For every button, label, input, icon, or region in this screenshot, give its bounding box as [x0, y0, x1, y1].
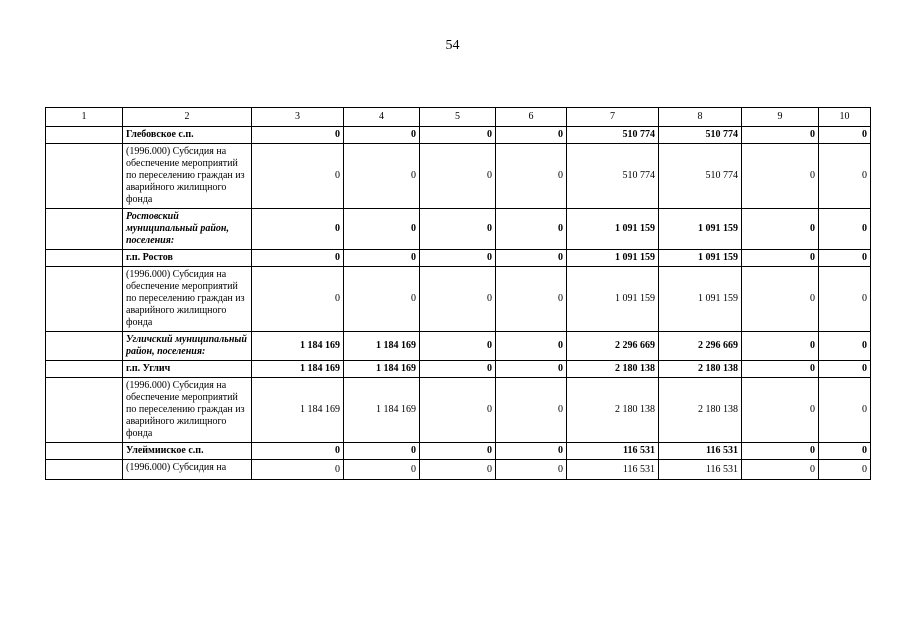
column-header-5: 5	[420, 108, 496, 127]
value-cell-col-5: 0	[420, 144, 496, 209]
value-cell-col-4: 0	[344, 209, 420, 250]
row-name-cell: (1996.000) Субсидия на	[123, 460, 252, 480]
value-cell-col-6: 0	[496, 378, 567, 443]
value-cell-col-9: 0	[742, 378, 819, 443]
row-index-cell	[46, 332, 123, 361]
value-cell-col-10: 0	[819, 209, 871, 250]
value-cell-col-10: 0	[819, 144, 871, 209]
value-cell-col-9: 0	[742, 144, 819, 209]
row-name-cell: г.п. Ростов	[123, 250, 252, 267]
value-cell-col-3: 1 184 169	[252, 361, 344, 378]
value-cell-col-3: 0	[252, 209, 344, 250]
column-header-9: 9	[742, 108, 819, 127]
value-cell-col-5: 0	[420, 267, 496, 332]
value-cell-col-5: 0	[420, 378, 496, 443]
value-cell-col-10: 0	[819, 361, 871, 378]
value-cell-col-9: 0	[742, 443, 819, 460]
row-name-cell: (1996.000) Субсидия на обеспечение мероприятий по переселению граждан из аварийного жилищного фонда	[123, 378, 252, 443]
value-cell-col-7: 1 091 159	[567, 250, 659, 267]
value-cell-col-5: 0	[420, 361, 496, 378]
value-cell-col-4: 0	[344, 144, 420, 209]
value-cell-col-9: 0	[742, 332, 819, 361]
table-row	[46, 443, 871, 460]
value-cell-col-3: 1 184 169	[252, 378, 344, 443]
table-body	[46, 108, 871, 480]
value-cell-col-7: 510 774	[567, 127, 659, 144]
column-header-1: 1	[46, 108, 123, 127]
table-row	[46, 144, 871, 209]
value-cell-col-5: 0	[420, 250, 496, 267]
value-cell-col-9: 0	[742, 267, 819, 332]
value-cell-col-4: 1 184 169	[344, 332, 420, 361]
value-cell-col-6: 0	[496, 127, 567, 144]
row-name-cell: (1996.000) Субсидия на обеспечение мероприятий по переселению граждан из аварийного жилищного фонда	[123, 267, 252, 332]
value-cell-col-3: 0	[252, 267, 344, 332]
value-cell-col-8: 2 180 138	[659, 378, 742, 443]
column-header-8: 8	[659, 108, 742, 127]
table-row	[46, 361, 871, 378]
row-index-cell	[46, 460, 123, 480]
value-cell-col-8: 510 774	[659, 144, 742, 209]
column-header-4: 4	[344, 108, 420, 127]
value-cell-col-6: 0	[496, 332, 567, 361]
value-cell-col-5: 0	[420, 127, 496, 144]
row-name-cell: Угличский муниципальный район, поселения:	[123, 332, 252, 361]
row-index-cell	[46, 144, 123, 209]
row-name-cell: Глебовское с.п.	[123, 127, 252, 144]
row-index-cell	[46, 209, 123, 250]
value-cell-col-7: 1 091 159	[567, 209, 659, 250]
value-cell-col-7: 510 774	[567, 144, 659, 209]
value-cell-col-10: 0	[819, 332, 871, 361]
table-row	[46, 378, 871, 443]
column-header-7: 7	[567, 108, 659, 127]
value-cell-col-4: 0	[344, 267, 420, 332]
column-header-6: 6	[496, 108, 567, 127]
value-cell-col-3: 0	[252, 127, 344, 144]
value-cell-col-10: 0	[819, 127, 871, 144]
value-cell-col-6: 0	[496, 144, 567, 209]
value-cell-col-4: 0	[344, 250, 420, 267]
table-row	[46, 250, 871, 267]
value-cell-col-6: 0	[496, 267, 567, 332]
row-name-cell: Ростовский муниципальный район, поселения:	[123, 209, 252, 250]
value-cell-col-4: 0	[344, 460, 420, 480]
value-cell-col-5: 0	[420, 443, 496, 460]
value-cell-col-8: 116 531	[659, 443, 742, 460]
value-cell-col-10: 0	[819, 250, 871, 267]
value-cell-col-8: 116 531	[659, 460, 742, 480]
row-index-cell	[46, 361, 123, 378]
value-cell-col-8: 2 180 138	[659, 361, 742, 378]
value-cell-col-4: 0	[344, 127, 420, 144]
value-cell-col-4: 0	[344, 443, 420, 460]
value-cell-col-5: 0	[420, 460, 496, 480]
value-cell-col-8: 1 091 159	[659, 267, 742, 332]
value-cell-col-3: 0	[252, 460, 344, 480]
row-name-cell: г.п. Углич	[123, 361, 252, 378]
table-row	[46, 460, 871, 480]
value-cell-col-9: 0	[742, 460, 819, 480]
page-number: 54	[445, 38, 460, 53]
value-cell-col-7: 116 531	[567, 443, 659, 460]
row-name-cell: Улеймииское с.п.	[123, 443, 252, 460]
table-row	[46, 267, 871, 332]
value-cell-col-4: 1 184 169	[344, 361, 420, 378]
row-name-cell: (1996.000) Субсидия на обеспечение мероприятий по переселению граждан из аварийного жилищного фонда	[123, 144, 252, 209]
value-cell-col-5: 0	[420, 209, 496, 250]
column-header-2: 2	[123, 108, 252, 127]
table-header-row	[46, 108, 871, 127]
row-index-cell	[46, 267, 123, 332]
value-cell-col-8: 1 091 159	[659, 209, 742, 250]
column-header-3: 3	[252, 108, 344, 127]
value-cell-col-7: 1 091 159	[567, 267, 659, 332]
value-cell-col-8: 2 296 669	[659, 332, 742, 361]
row-index-cell	[46, 443, 123, 460]
value-cell-col-3: 1 184 169	[252, 332, 344, 361]
value-cell-col-7: 116 531	[567, 460, 659, 480]
value-cell-col-6: 0	[496, 209, 567, 250]
value-cell-col-5: 0	[420, 332, 496, 361]
column-header-10: 10	[819, 108, 871, 127]
value-cell-col-8: 510 774	[659, 127, 742, 144]
value-cell-col-4: 1 184 169	[344, 378, 420, 443]
value-cell-col-6: 0	[496, 361, 567, 378]
value-cell-col-7: 2 180 138	[567, 378, 659, 443]
value-cell-col-10: 0	[819, 378, 871, 443]
value-cell-col-3: 0	[252, 144, 344, 209]
value-cell-col-9: 0	[742, 361, 819, 378]
value-cell-col-6: 0	[496, 460, 567, 480]
value-cell-col-8: 1 091 159	[659, 250, 742, 267]
table-row	[46, 127, 871, 144]
value-cell-col-9: 0	[742, 127, 819, 144]
row-index-cell	[46, 378, 123, 443]
value-cell-col-10: 0	[819, 267, 871, 332]
value-cell-col-10: 0	[819, 443, 871, 460]
row-index-cell	[46, 127, 123, 144]
value-cell-col-10: 0	[819, 460, 871, 480]
value-cell-col-6: 0	[496, 250, 567, 267]
value-cell-col-7: 2 296 669	[567, 332, 659, 361]
value-cell-col-9: 0	[742, 250, 819, 267]
table-row	[46, 209, 871, 250]
value-cell-col-9: 0	[742, 209, 819, 250]
row-index-cell	[46, 250, 123, 267]
value-cell-col-6: 0	[496, 443, 567, 460]
budget-table	[45, 107, 871, 480]
value-cell-col-3: 0	[252, 443, 344, 460]
value-cell-col-7: 2 180 138	[567, 361, 659, 378]
table-row	[46, 332, 871, 361]
value-cell-col-3: 0	[252, 250, 344, 267]
